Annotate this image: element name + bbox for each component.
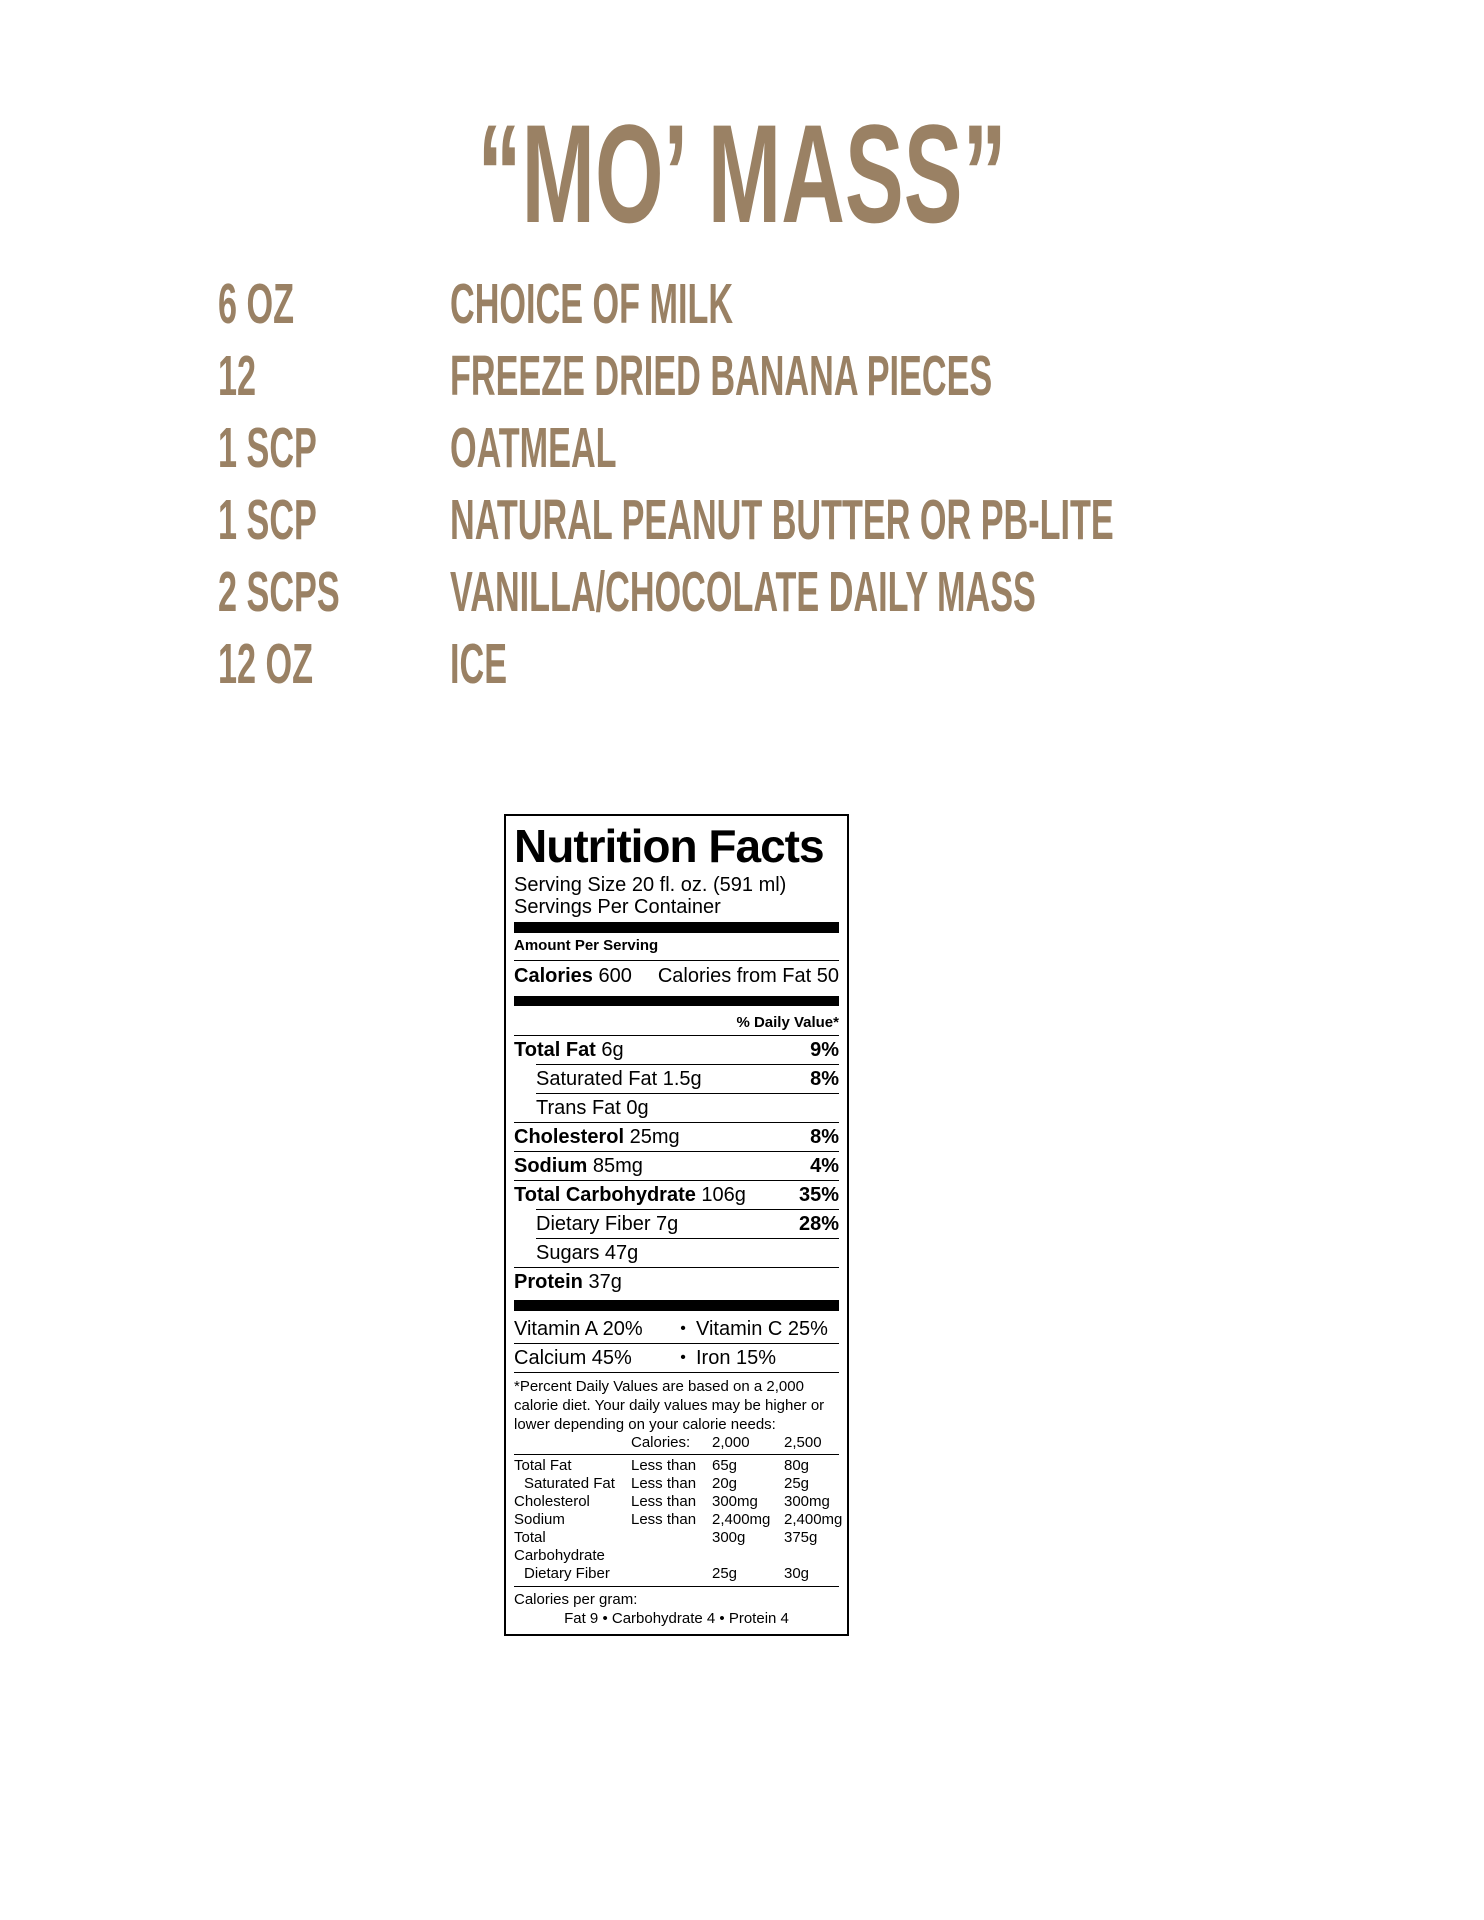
page-title — [0, 95, 1484, 252]
nutrient-row-total-carbohydrate: Total Carbohydrate 106g 35% — [514, 1180, 839, 1209]
iron: Iron 15% — [696, 1347, 777, 1369]
ingredient-name: FREEZE DRIED BANANA PIECES — [450, 344, 993, 408]
servings-per-container: Servings Per Container — [514, 896, 721, 918]
table-row: Dietary Fiber 25g 30g — [524, 1565, 810, 1582]
ingredient-quantity: 2 SCPS — [218, 560, 340, 624]
calories-from-fat: Calories from Fat 50 — [657, 965, 839, 987]
ingredient-row — [218, 340, 1484, 412]
calories-per-gram — [514, 1586, 839, 1628]
ingredient-name: CHOICE OF MILK — [450, 272, 734, 336]
ingredient-row — [218, 628, 1484, 700]
ingredient-row — [218, 484, 1484, 556]
calories-row — [514, 960, 839, 992]
serving-size: Serving Size 20 fl. oz. (591 ml) — [514, 874, 787, 896]
daily-value-header: % Daily Value* — [736, 1014, 839, 1031]
calories-per-gram-values: Fat 9 • Carbohydrate 4 • Protein 4 — [564, 1610, 789, 1627]
amount-per-serving: Amount Per Serving — [514, 937, 659, 954]
calcium: Calcium 45% — [514, 1347, 632, 1369]
ingredient-quantity: 1 SCP — [218, 416, 317, 480]
divider-bar — [514, 922, 839, 933]
daily-value-percent: 35% — [798, 1184, 839, 1206]
divider-bar — [514, 996, 839, 1006]
nutrient-row-protein: Protein 37g — [514, 1267, 839, 1296]
page-title-text: “MO’ MASS” — [477, 95, 1007, 252]
table-body — [514, 1454, 843, 1583]
ingredient-name: NATURAL PEANUT BUTTER OR PB-LITE — [450, 488, 1114, 552]
nutrition-facts-title: Nutrition Facts — [514, 820, 824, 872]
bullet-separator: • — [680, 1349, 686, 1366]
daily-value-percent: 4% — [810, 1155, 839, 1177]
ingredient-quantity: 1 SCP — [218, 488, 317, 552]
daily-value-percent: 8% — [810, 1068, 839, 1090]
table-row: Saturated Fat Less than 20g 25g — [524, 1475, 810, 1492]
ingredient-list — [218, 268, 1484, 700]
daily-values-table — [514, 1434, 843, 1583]
daily-value-percent: 9% — [810, 1039, 839, 1061]
nutrition-facts-label — [504, 814, 849, 1636]
vitamin-row — [514, 1343, 839, 1372]
table-header-row: Calories: 2,000 2,500 — [631, 1434, 822, 1451]
ingredient-quantity: 6 OZ — [218, 272, 295, 336]
vitamin-a: Vitamin A 20% — [514, 1318, 643, 1340]
nutrient-row-sugars: Sugars 47g — [536, 1238, 839, 1267]
vitamin-c: Vitamin C 25% — [696, 1318, 828, 1340]
ingredient-quantity: 12 — [218, 344, 257, 408]
ingredient-row — [218, 556, 1484, 628]
ingredient-name: OATMEAL — [450, 416, 617, 480]
divider-bar — [514, 1300, 839, 1311]
calories-value: Calories 600 — [514, 965, 632, 987]
daily-value-percent: 8% — [810, 1126, 839, 1148]
daily-values-footnote: *Percent Daily Values are based on a 2,000 calorie diet. Your daily values may be higher or lower depending on your calorie needs: — [514, 1372, 839, 1434]
nutrient-row-cholesterol: Cholesterol 25mg 8% — [514, 1122, 839, 1151]
table-row: Cholesterol Less than 300mg 300mg — [514, 1493, 830, 1510]
nutrient-row-total-fat: Total Fat 6g 9% — [514, 1035, 839, 1064]
ingredient-name: VANILLA/CHOCOLATE DAILY MASS — [450, 560, 1036, 624]
ingredient-row — [218, 268, 1484, 340]
calories-per-gram-label: Calories per gram: — [514, 1591, 638, 1608]
table-row: Sodium Less than 2,400mg 2,400mg — [514, 1511, 843, 1528]
daily-value-percent: 28% — [798, 1213, 839, 1235]
ingredient-quantity: 12 OZ — [218, 632, 314, 696]
nutrient-row-saturated-fat: Saturated Fat 1.5g 8% — [536, 1064, 839, 1093]
vitamin-row — [514, 1315, 839, 1343]
table-row: Total Carbohydrate 300g 375g — [514, 1529, 818, 1564]
ingredient-row — [218, 412, 1484, 484]
nutrient-row-dietary-fiber: Dietary Fiber 7g 28% — [536, 1209, 839, 1238]
table-row: Total Fat Less than 65g 80g — [514, 1457, 810, 1474]
nutrient-row-trans-fat: Trans Fat 0g — [536, 1093, 839, 1122]
nutrient-row-sodium: Sodium 85mg 4% — [514, 1151, 839, 1180]
bullet-separator: • — [680, 1320, 686, 1337]
ingredient-name: ICE — [450, 632, 508, 696]
